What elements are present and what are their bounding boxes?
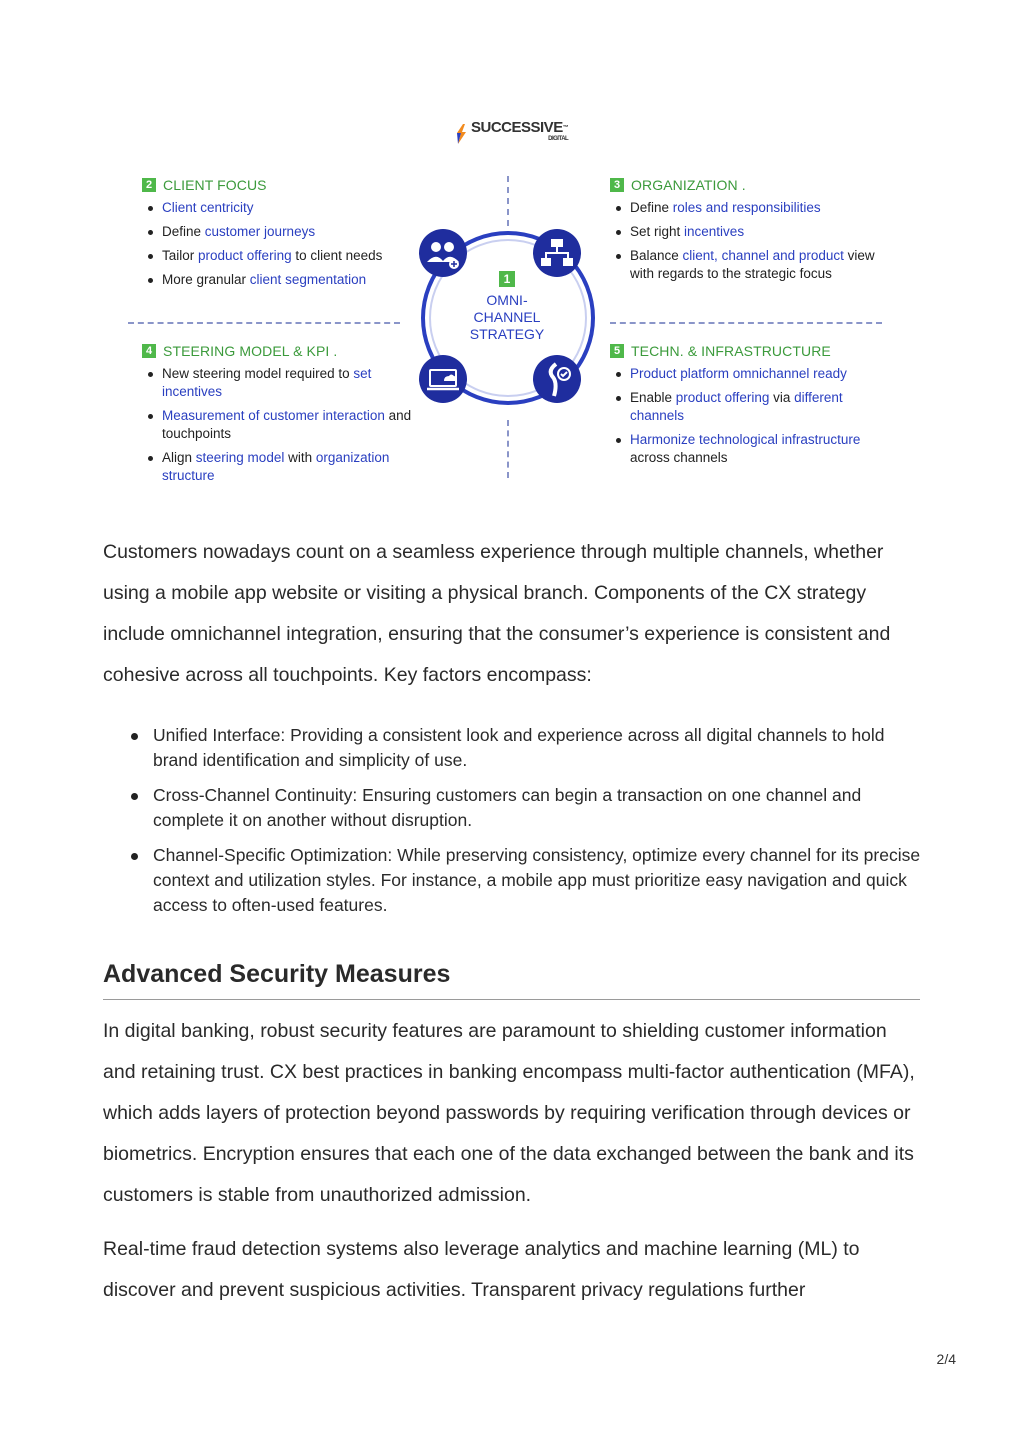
list-item: Product platform omnichannel ready (630, 365, 880, 383)
fraud-detection-paragraph: Real-time fraud detection systems also leverage analytics and machine learning (ML) to discover and prevent suspicious activities. Transparent privacy regulations further (103, 1238, 860, 1301)
divider-top (507, 176, 509, 226)
quadrant-title: ORGANIZATION . (631, 177, 746, 193)
list-item: More granular client segmentation (162, 271, 422, 289)
successive-logo-icon (455, 124, 467, 144)
quadrant-steering-model (142, 342, 422, 491)
list-item: Tailor product offering to client needs (162, 247, 422, 265)
list-item: Set right incentives (630, 223, 880, 241)
logo-text: SUCCESSIVE (471, 119, 563, 136)
quadrant-organization (610, 176, 880, 289)
divider-left (128, 322, 400, 324)
key-factors-list (103, 723, 923, 928)
security-paragraph: In digital banking, robust security features are paramount to shielding customer information and retaining trust. CX best practices in banking encompass multi-factor authentication (MFA), which adds layers of protection beyond passwords by requiring verification through devices or biometrics. Encryption ensures that each one of the data exchanged between the bank and its customers is stable from unauthorized admission. (103, 1020, 915, 1206)
successive-digital-logo (455, 120, 568, 144)
number-badge: 3 (610, 178, 624, 192)
center-line-3: STRATEGY (469, 326, 545, 342)
intro-paragraph: Customers nowadays count on a seamless experience through multiple channels, whether using a mobile app website or visiting a physical branch. Components of the CX strategy include omnichannel integration, ensuring that the consumer’s experience is consistent and cohesive across all touchpoints. Key factors encompass: (103, 541, 891, 686)
list-item: Balance client, channel and product view with regards to the strategic focus (630, 247, 880, 283)
divider-right (610, 322, 882, 324)
logo-subtext: DIGITAL (548, 136, 569, 142)
list-item: Measurement of customer interaction and touchpoints (162, 407, 422, 443)
list-item: Enable product offering via different channels (630, 389, 880, 425)
center-label (447, 270, 567, 343)
road-check-icon (532, 354, 582, 404)
section-heading: Advanced Security Measures (103, 960, 920, 1000)
center-line-2: CHANNEL (473, 309, 541, 325)
number-badge: 5 (610, 344, 624, 358)
divider-bottom (507, 420, 509, 478)
list-item: Client centricity (162, 199, 422, 217)
center-number-badge: 1 (499, 271, 515, 287)
page-number: 2/4 (936, 1351, 956, 1367)
quadrant-title: TECHN. & INFRASTRUCTURE (631, 343, 831, 359)
list-item: Harmonize technological infrastructure across channels (630, 431, 880, 467)
quadrant-techn-infrastructure (610, 342, 880, 473)
number-badge: 4 (142, 344, 156, 358)
quadrant-title: STEERING MODEL & KPI . (163, 343, 338, 359)
list-item: Channel-Specific Optimization: While preserving consistency, optimize every channel for its precise context and utilization styles. For instance, a mobile app must prioritize easy navigation and quick access to often-used features. (103, 843, 923, 918)
center-line-1: OMNI- (486, 292, 528, 308)
quadrant-client-focus (142, 176, 422, 295)
laptop-cloud-icon (418, 354, 468, 404)
omnichannel-strategy-infographic (120, 110, 900, 500)
list-item: Unified Interface: Providing a consistent look and experience across all digital channels to hold brand identification and simplicity of use. (103, 723, 923, 773)
quadrant-title: CLIENT FOCUS (163, 177, 267, 193)
list-item: New steering model required to set incentives (162, 365, 422, 401)
number-badge: 2 (142, 178, 156, 192)
list-item: Cross-Channel Continuity: Ensuring customers can begin a transaction on one channel and complete it on another without disruption. (103, 783, 923, 833)
list-item: Align steering model with organization structure (162, 449, 422, 485)
list-item: Define customer journeys (162, 223, 422, 241)
list-item: Define roles and responsibilities (630, 199, 880, 217)
logo-trademark: ™ (562, 125, 569, 131)
